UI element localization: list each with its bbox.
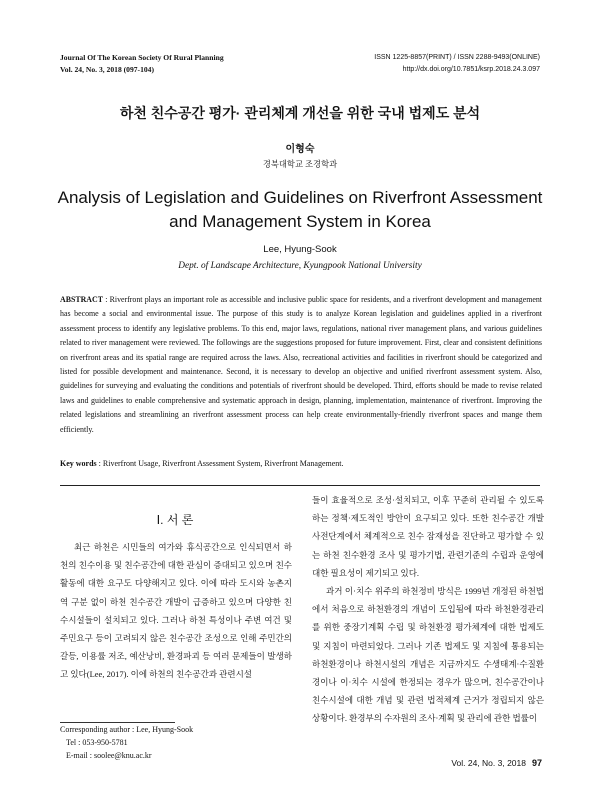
abstract-divider [60,485,540,486]
korean-affiliation: 경북대학교 조경학과 [262,160,338,169]
body-paragraph: 들이 효율적으로 조성·설치되고, 이후 꾸준히 관리될 수 있도록 하는 정책·제도적인 방안이 요구되고 있다. 또한 친수공간 개발 사전단계에서 체계적으로 친수 잠재성을 진단하고 평가할 수 있는 하천 친수환경 조사 및 평가기법, 관련기준의 수립과 운영에 대한 필요성이 제기되고 있다. [312,495,544,578]
english-title-line2: and Management System in Korea [169,212,431,231]
body-paragraph: 최근 하천은 시민들의 여가와 휴식공간으로 인식되면서 하천의 친수이용 및 친수공간에 대한 관심이 증대되고 있으며 친수활동에 대한 요구도 다양해지고 있다. 이에 따라 도시와 농촌지역 구분 없이 하천 친수공간 개발이 급증하고 있으며 다양한 친수시설들이 설치되고 있다. 그러나 하천 특성이나 주변 여건 및 주민요구 등이 고려되지 않은 친수공간 조성으로 인해 주민간의 갈등, 이용률 저조, 예산낭비, 환경파괴 등 여러 문제들이 발생하고 있다(Lee, 2017). 이에 하천의 친수공간과 관련시설 [60,542,292,680]
footnote-email[interactable]: E-mail : soolee@knu.ac.kr [66,751,152,760]
corresponding-author-footnote [60,723,193,762]
english-author: Lee, Hyung-Sook [263,244,337,255]
korean-author: 이형숙 [285,144,315,155]
footer-volume: Vol. 24, No. 3, 2018 [451,758,526,768]
journal-header [60,52,224,76]
page-number: 97 [531,758,542,768]
english-title-line1: Analysis of Legislation and Guidelines on Riverfront Assessment [57,188,543,207]
abstract [60,293,542,437]
keywords-label: Key words [60,459,97,468]
footnote-author: Corresponding author : Lee, Hyung-Sook [60,725,194,734]
english-affiliation: Dept. of Landscape Architecture, Kyungpook National University [178,261,422,271]
abstract-text: : Riverfront plays an important role as accessible and inclusive public space for residents, and a riverfront development and management has become a social and environmental issue. The purpose of this study is to analyze Korean legislation and guidelines applied in a riverfront assessment process to identify any legislative problems. To this end, major laws, regulations, national river management plans, and various guidelines related to river management were reviewed. The followings are the suggestions proposed for future improvement. First, clear and consistent definitions on riverfront areas and its spatial range are required across the laws. Also, recreational activities and facilities in riverfront should be categorized and listed for possible development and maintenance. Second, it is necessary to develop an objective and unified riverfront assessment system. Also, guidelines for surveying and evaluating the conditions and potentials of riverfront should be developed. Third, efforts should be made to revise related laws and guidelines to enable comprehensive and systematic approach in design, planning, implementation, maintenance of riverfront. Improving the related legislations and streamlining an riverfront assessment process can help create environmentally-friendly riverfront spaces and mange them efficiently. [60,295,542,434]
issn: ISSN 1225-8857(PRINT) / ISSN 2288-9493(ONLINE) [374,54,540,61]
doi-link[interactable]: http://dx.doi.org/10.7851/ksrp.2018.24.3.097 [402,66,540,73]
body-text-left-column [60,538,292,684]
journal-volume: Vol. 24, No. 3, 2018 (097-104) [60,65,155,74]
page-footer [451,758,542,768]
footnote-tel: Tel : 053-950-5781 [66,738,128,747]
journal-name: Journal Of The Korean Society Of Rural Planning [60,53,224,62]
korean-title: 하천 친수공간 평가· 관리체계 개선을 위한 국내 법제도 분석 [119,105,481,121]
section-heading: Ⅰ. 서 론 [156,513,194,527]
english-title [40,186,560,234]
publication-info [374,52,540,76]
abstract-label: ABSTRACT [60,295,103,304]
body-paragraph: 과거 이·치수 위주의 하천정비 방식은 1999년 개정된 하천법에서 처음으로 하천환경의 개념이 도입됨에 따라 하천환경관리를 위한 중장기계획 수립 및 하천환경 평가체계에 대한 법제도 및 지침이 마련되었다. 그러나 기존 법제도 및 지침에 통용되는 하천환경이나 하천시설의 개념은 지금까지도 수생태계·수질환경이나 이·치수 시설에 한정되는 경우가 많으며, 친수공간이나 친수시설에 대한 개념 및 관련 법적체계 근거가 정립되지 않은 상황이다. 환경부의 수자원의 조사·계획 및 관리에 관한 법률이 [312,586,544,724]
body-text-right-column [312,491,544,728]
keywords [60,458,542,470]
keywords-text: : Riverfront Usage, Riverfront Assessment System, Riverfront Management. [96,459,344,468]
